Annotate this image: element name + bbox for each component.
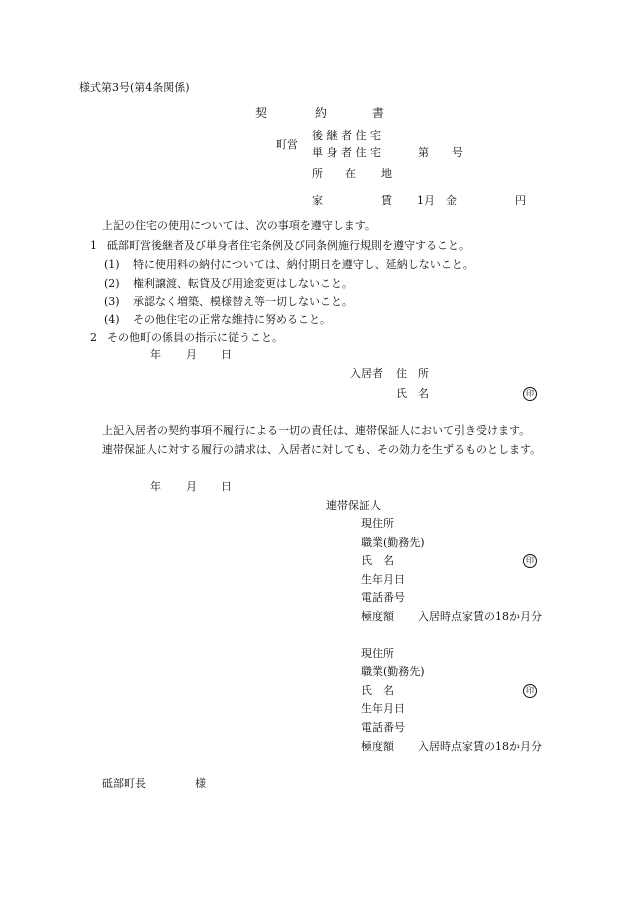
tenant-name-label: 氏 名 [396, 387, 429, 400]
title-char-1: 契 [255, 106, 268, 120]
tenant-label: 入居者 [350, 367, 383, 380]
guarantor-name-label: 氏 名 [361, 684, 394, 697]
term-text: その他町の係員の指示に従うこと。 [107, 331, 283, 344]
addressee-name: 砥部町長 [102, 777, 146, 790]
title-char-2: 約 [315, 106, 328, 120]
date-day: 日 [221, 348, 232, 361]
housing-type-single: 単 身 者 住 宅 [312, 146, 381, 159]
date-day: 日 [221, 480, 232, 493]
guarantor-limit-label: 極度額 [361, 740, 394, 753]
term-number: (3) [104, 295, 120, 308]
date-year: 年 [150, 348, 161, 361]
guarantor-limit-label: 極度額 [361, 610, 394, 623]
form-number-label: 様式第3号(第4条関係) [79, 81, 190, 94]
guarantor-phone-label: 電話番号 [361, 591, 405, 604]
term-number: 1 [90, 239, 97, 252]
guarantor-name-label: 氏 名 [361, 554, 394, 567]
guarantor-seal-mark: 印 [523, 554, 537, 568]
guarantor-birthdate-label: 生年月日 [361, 702, 405, 715]
guarantor-seal-mark: 印 [523, 684, 537, 698]
location-char-3: 地 [381, 167, 392, 180]
date-month: 月 [186, 348, 197, 361]
guarantor-address-label: 現住所 [361, 647, 394, 660]
tenant-address-label: 住 所 [396, 367, 429, 380]
town-owned-label: 町営 [276, 138, 298, 151]
rent-char-1: 家 [312, 194, 323, 207]
guarantee-text-line-1: 上記入居者の契約事項不履行による一切の責任は、連帯保証人において引き受けます。 [102, 424, 531, 437]
rent-char-2: 賃 [381, 194, 392, 207]
term-text: 特に使用料の納付については、納付期日を遵守し、延納しないこと。 [133, 258, 474, 271]
term-number: (4) [104, 313, 120, 326]
guarantor-phone-label: 電話番号 [361, 721, 405, 734]
term-text: 砥部町営後継者及び単身者住宅条例及び同条例施行規則を遵守すること。 [107, 239, 470, 252]
location-char-2: 在 [345, 167, 356, 180]
guarantor-occupation-label: 職業(勤務先) [361, 536, 425, 549]
housing-number-suffix: 号 [452, 146, 463, 159]
tenant-seal-mark: 印 [523, 387, 537, 401]
guarantor-address-label: 現住所 [361, 517, 394, 530]
housing-number-prefix: 第 [418, 146, 429, 159]
date-year: 年 [150, 480, 161, 493]
location-char-1: 所 [312, 167, 323, 180]
guarantor-heading: 連帯保証人 [326, 499, 381, 512]
rent-period: 1月 [417, 194, 435, 207]
rent-yen-label: 円 [515, 194, 526, 207]
date-month: 月 [186, 480, 197, 493]
term-text: 権利譲渡、転貸及び用途変更はしないこと。 [133, 277, 353, 290]
term-number: (2) [104, 277, 120, 290]
term-text: その他住宅の正常な維持に努めること。 [133, 313, 331, 326]
term-number: (1) [104, 258, 120, 271]
term-text: 承認なく増築、模様替え等一切しないこと。 [133, 295, 353, 308]
housing-type-successor: 後 継 者 住 宅 [312, 129, 381, 142]
guarantor-limit-value: 入居時点家賃の18か月分 [418, 610, 542, 623]
rent-money-label: 金 [446, 194, 457, 207]
guarantor-limit-value: 入居時点家賃の18か月分 [418, 740, 542, 753]
title-char-3: 書 [372, 106, 385, 120]
guarantor-birthdate-label: 生年月日 [361, 573, 405, 586]
intro-text: 上記の住宅の使用については、次の事項を遵守します。 [102, 219, 376, 232]
guarantor-occupation-label: 職業(勤務先) [361, 665, 425, 678]
term-number: 2 [90, 331, 97, 344]
addressee-honorific: 様 [195, 777, 206, 790]
guarantee-text-line-2: 連帯保証人に対する履行の請求は、入居者に対しても、その効力を生ずるものとします。 [102, 443, 542, 456]
